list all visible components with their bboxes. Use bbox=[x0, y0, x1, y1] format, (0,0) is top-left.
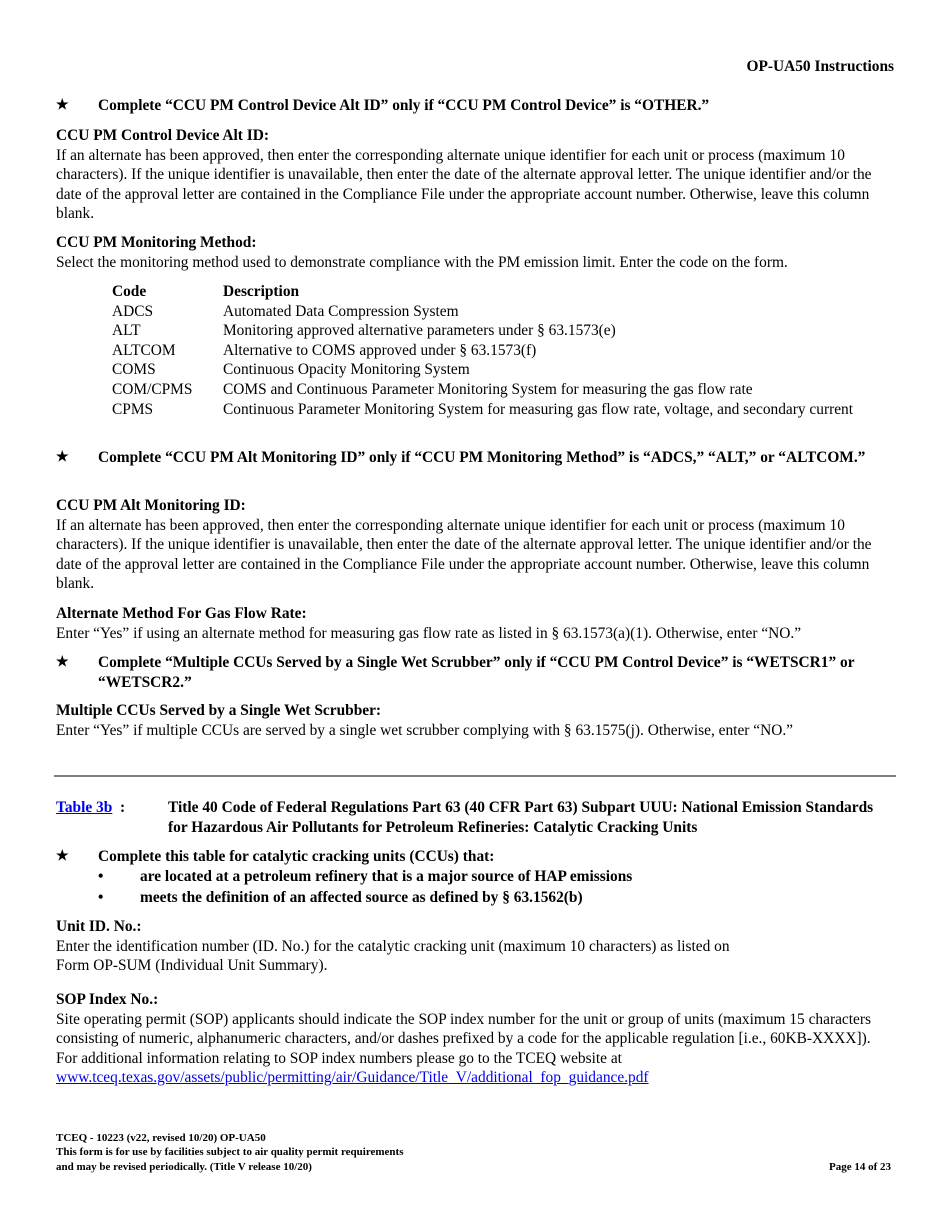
code-table bbox=[112, 282, 882, 419]
section-text: Enter “Yes” if multiple CCUs are served by a single wet scrubber complying with § 63.1575(j). Otherwise, enter “NO.” bbox=[56, 721, 794, 739]
page-footer bbox=[56, 1131, 891, 1174]
section-heading: Alternate Method For Gas Flow Rate: bbox=[56, 605, 307, 622]
code-table-header bbox=[112, 282, 882, 302]
desc-cell: Monitoring approved alternative parameters under § 63.1573(e) bbox=[223, 322, 616, 340]
section-gas-flow bbox=[56, 604, 891, 643]
note-alt-id bbox=[56, 96, 891, 116]
section-text: Enter “Yes” if using an alternate method for measuring gas flow rate as listed in § 63.1573(a)(1). Otherwise, enter “NO.” bbox=[56, 624, 802, 642]
note-wet-scrubber bbox=[56, 653, 891, 692]
section-alt-monitoring-id bbox=[56, 496, 891, 594]
col-code-header: Code bbox=[112, 283, 147, 300]
bullet-icon: • bbox=[98, 889, 104, 906]
note-alt-monitoring bbox=[56, 448, 891, 468]
desc-cell: Automated Data Compression System bbox=[223, 302, 459, 320]
footer-notice-1: This form is for use by facilities subject to air quality permit requirements bbox=[56, 1146, 404, 1159]
star-icon: ★ bbox=[56, 849, 69, 864]
note-text: Complete this table for catalytic cracking units (CCUs) that: bbox=[98, 848, 495, 865]
table-3b-title: Title 40 Code of Federal Regulations Part 63 (40 CFR Part 63) Subpart UUU: National Emission Standards for Hazardous Air Pollutants for Petroleum Refineries: Catalytic Cracking Units bbox=[168, 799, 874, 836]
section-text bbox=[56, 1010, 891, 1088]
table-row bbox=[112, 400, 882, 420]
table-3b-heading bbox=[56, 798, 891, 837]
list-item bbox=[98, 867, 878, 887]
page-header-title: OP-UA50 Instructions bbox=[746, 58, 894, 75]
section-text: If an alternate has been approved, then enter the corresponding alternate unique identifier for each unit or process (maximum 10 characters). If the unique identifier is unavailable, then enter the date of the alternate approval letter. The unique identifier and/or the date of the approval letter are contained in the Compliance File under the appropriate account number. Otherwise, leave this column blank. bbox=[56, 146, 872, 223]
code-cell: COMS bbox=[112, 361, 156, 379]
desc-cell: Continuous Parameter Monitoring System for measuring gas flow rate, voltage, and secondary current bbox=[223, 400, 854, 418]
section-text-line: Form OP-SUM (Individual Unit Summary). bbox=[56, 957, 328, 975]
bullet-icon: • bbox=[98, 868, 104, 885]
section-unit-id bbox=[56, 917, 891, 976]
table-row bbox=[112, 341, 882, 361]
desc-cell: COMS and Continuous Parameter Monitoring System for measuring the gas flow rate bbox=[223, 380, 753, 398]
table-row bbox=[112, 302, 882, 322]
section-heading: SOP Index No.: bbox=[56, 991, 159, 1008]
table-3b-link[interactable]: Table 3b bbox=[56, 799, 113, 816]
star-icon: ★ bbox=[56, 655, 69, 670]
star-icon: ★ bbox=[56, 450, 69, 465]
section-monitoring bbox=[56, 233, 891, 272]
note-text: Complete “Multiple CCUs Served by a Single Wet Scrubber” only if “CCU PM Control Device” is “WETSCR1” or “WETSCR2.” bbox=[98, 654, 855, 691]
code-cell: ALTCOM bbox=[112, 341, 176, 359]
guidance-link[interactable]: www.tceq.texas.gov/assets/public/permitting/air/Guidance/Title_V/additional_fop_guidance.pdf bbox=[56, 1069, 649, 1087]
section-alt-id bbox=[56, 126, 891, 224]
footer-form-id: TCEQ - 10223 (v22, revised 10/20) OP-UA50 bbox=[56, 1132, 266, 1144]
section-heading: CCU PM Alt Monitoring ID: bbox=[56, 497, 246, 514]
section-heading: CCU PM Control Device Alt ID: bbox=[56, 127, 270, 144]
section-wet-scrubber bbox=[56, 701, 891, 740]
section-text: Select the monitoring method used to demonstrate compliance with the PM emission limit. Enter the code on the form. bbox=[56, 253, 788, 271]
table-row bbox=[112, 380, 882, 400]
section-heading: Multiple CCUs Served by a Single Wet Scrubber: bbox=[56, 702, 382, 719]
desc-cell: Continuous Opacity Monitoring System bbox=[223, 361, 470, 379]
code-cell: ADCS bbox=[112, 302, 154, 320]
page-number: Page 14 of 23 bbox=[828, 1160, 891, 1173]
section-heading: Unit ID. No.: bbox=[56, 918, 142, 935]
footer-notice-2: and may be revised periodically. (Title V release 10/20) bbox=[56, 1160, 312, 1173]
star-icon: ★ bbox=[56, 98, 69, 113]
list-item bbox=[98, 888, 878, 908]
section-text-line: Enter the identification number (ID. No.) for the catalytic cracking unit (maximum 10 characters) as listed on bbox=[56, 937, 730, 955]
section-heading: CCU PM Monitoring Method: bbox=[56, 234, 257, 251]
code-cell: COM/CPMS bbox=[112, 380, 193, 398]
table-3b-colon: : bbox=[120, 799, 126, 816]
list-item-text: are located at a petroleum refinery that is a major source of HAP emissions bbox=[140, 868, 633, 885]
list-item-text: meets the definition of an affected source as defined by § 63.1562(b) bbox=[140, 889, 583, 906]
section-divider bbox=[54, 775, 896, 777]
table-row bbox=[112, 360, 882, 380]
note-table-applicability bbox=[56, 847, 891, 867]
section-sop-index bbox=[56, 990, 891, 1088]
code-cell: CPMS bbox=[112, 400, 154, 418]
section-text: If an alternate has been approved, then enter the corresponding alternate unique identifier for each unit or process (maximum 10 characters). If the unique identifier is unavailable, then enter the date of the alternate approval letter. The unique identifier and/or the date of the approval letter are contained in the Compliance File under the appropriate account number. Otherwise, leave this column blank. bbox=[56, 516, 872, 593]
code-cell: ALT bbox=[112, 322, 141, 340]
note-text: Complete “CCU PM Alt Monitoring ID” only if “CCU PM Monitoring Method” is “ADCS,” “ALT,” or “ALTCOM.” bbox=[98, 449, 866, 466]
desc-cell: Alternative to COMS approved under § 63.1573(f) bbox=[223, 341, 537, 359]
col-desc-header: Description bbox=[223, 283, 300, 300]
sop-text: Site operating permit (SOP) applicants should indicate the SOP index number for the unit or group of units (maximum 15 characters consisting of numeric, alphanumeric characters, and/or dashes prefixed by a code for the applicable regulation [i.e., 60KB-XXXX]). For additional information relating to SOP index numbers please go to the TCEQ website at bbox=[56, 1010, 871, 1067]
table-row bbox=[112, 321, 882, 341]
note-text: Complete “CCU PM Control Device Alt ID” only if “CCU PM Control Device” is “OTHER.” bbox=[98, 97, 710, 114]
